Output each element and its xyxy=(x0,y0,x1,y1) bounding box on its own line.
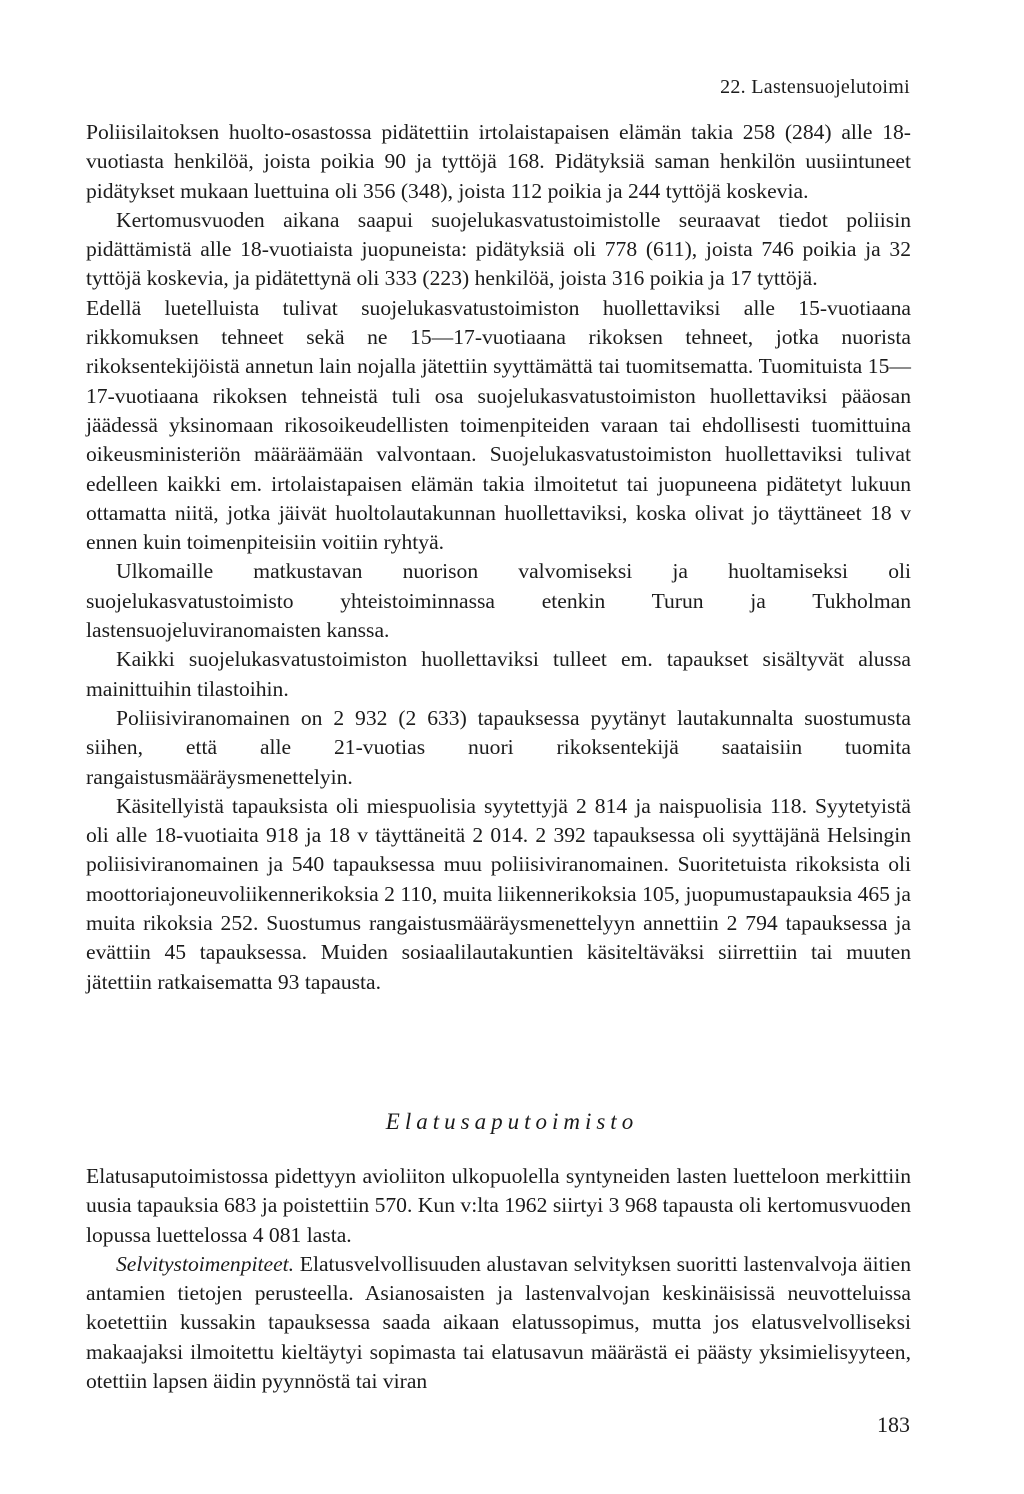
section-heading: Elatusaputoimisto xyxy=(385,1109,639,1134)
page-number: 183 xyxy=(877,1412,910,1437)
run-in-heading: Selvitystoimenpiteet. xyxy=(116,1251,295,1276)
section-body-2 xyxy=(86,1162,911,1396)
section-body xyxy=(86,118,911,997)
paragraph-text: Elatusvelvollisuuden alustavan selvityksen suoritti lastenvalvoja äitien antamien tietojen perusteella. Asianosaisten ja lastenvalvojan keskinäisissä neuvotteluissa koetettiin kussakin tapauksessa saada aikaan elatussopimus, mutta jos elatusvelvolliseksi makaajaksi ilmoitettu kieltäytyi sopimasta tai elatusavun määrästä ei päästy yksimielisyyteen, otettiin lapsen äidin pyynnöstä tai viran xyxy=(86,1251,911,1394)
paragraph: Elatusaputoimistossa pidettyyn avioliiton ulkopuolella syntyneiden lasten luetteloon merkittiin uusia tapauksia 683 ja poistettiin 570. Kun v:lta 1962 siirtyi 3 968 tapausta oli kertomusvuoden lopussa luettelossa 4 081 lasta. xyxy=(86,1164,911,1247)
paragraph: Kaikki suojelukasvatustoimiston huollettaviksi tulleet em. tapaukset sisältyvät alussa mainittuihin tilastoihin. xyxy=(86,647,911,701)
paragraph: Kertomusvuoden aikana saapui suojelukasvatustoimistolle seuraavat tiedot poliisin pidättämistä alle 18-vuotiaista juopuneista: pidätyksiä oli 778 (611), joista 746 poikia ja 32 tyttöjä koskevia, ja pidätettynä oli 333 (223) henkilöä, joista 316 poikia ja 17 tyttöjä. xyxy=(86,207,911,291)
paragraph: Poliisiviranomainen on 2 932 (2 633) tapauksessa pyytänyt lautakunnalta suostumusta siihen, että alle 21-vuotias nuori rikoksentekijä saataisiin tuomita rangaistusmääräysmenettelyin. xyxy=(86,705,911,789)
paragraph: Käsitellyistä tapauksista oli miespuolisia syytettyjä 2 814 ja naispuolisia 118. Syytetyistä oli alle 18-vuotiaita 918 ja 18 v täyttäneitä 2 014. 2 392 tapauksessa oli syyttäjänä Helsingin poliisiviranomainen ja 540 tapauksessa muu poliisiviranomainen. Suoritetuista rikoksista oli moottoriajoneuvoliikennerikoksia 2 110, muita liikennerikoksia 105, juopumustapauksia 465 ja muita rikoksia 252. Suostumus rangaistusmääräysmenettelyyn annettiin 2 794 tapauksessa ja evättiin 45 tapauksessa. Muiden sosiaalilautakuntien käsiteltäväksi siirrettiin tai muuten jätettiin ratkaisematta 93 tapausta. xyxy=(86,793,911,994)
running-head: 22. Lastensuojelutoimi xyxy=(720,76,910,98)
paragraph: Edellä luetelluista tulivat suojelukasvatustoimiston huollettaviksi alle 15-vuotiaana rikkomuksen tehneet sekä ne 15—17-vuotiaana rikoksen tehneet, jotka nuorista rikoksentekijöistä annetun lain nojalla jätettiin syyttämättä tai tuomitsematta. Tuomituista 15—17-vuotiaana rikoksen tehneistä tuli osa suojelukasvatustoimiston huollettaviksi pääosan jäädessä yksinomaan rikosoikeudellisten toimenpiteiden varaan tai ehdollisesti tuomittuina oikeusministeriön määräämään valvontaan. Suojelukasvatustoimiston huollettaviksi tulivat edelleen kaikki em. irtolaistapaisen elämän takia ilmoitetut tai juopuneena pidätetyt lukuun ottamatta niitä, jotka jäivät huoltolautakunnan huollettaviksi, koska olivat jo täyttäneet 18 v ennen kuin toimenpiteisiin voitiin ryhtyä. xyxy=(86,295,911,555)
paragraph: Poliisilaitoksen huolto-osastossa pidätettiin irtolaistapaisen elämän takia 258 (284) alle 18-vuotiasta henkilöä, joista poikia 90 ja tyttöjä 168. Pidätyksiä saman henkilön uusiintuneet pidätykset mukaan luettuina oli 356 (348), joista 112 poikia ja 244 tyttöjä koskevia. xyxy=(86,120,911,203)
paragraph: Ulkomaille matkustavan nuorison valvomiseksi ja huoltamiseksi oli suojelukasvatustoimisto yhteistoiminnassa etenkin Turun ja Tukholman lastensuojeluviranomaisten kanssa. xyxy=(86,559,911,643)
paragraph xyxy=(86,1250,911,1396)
